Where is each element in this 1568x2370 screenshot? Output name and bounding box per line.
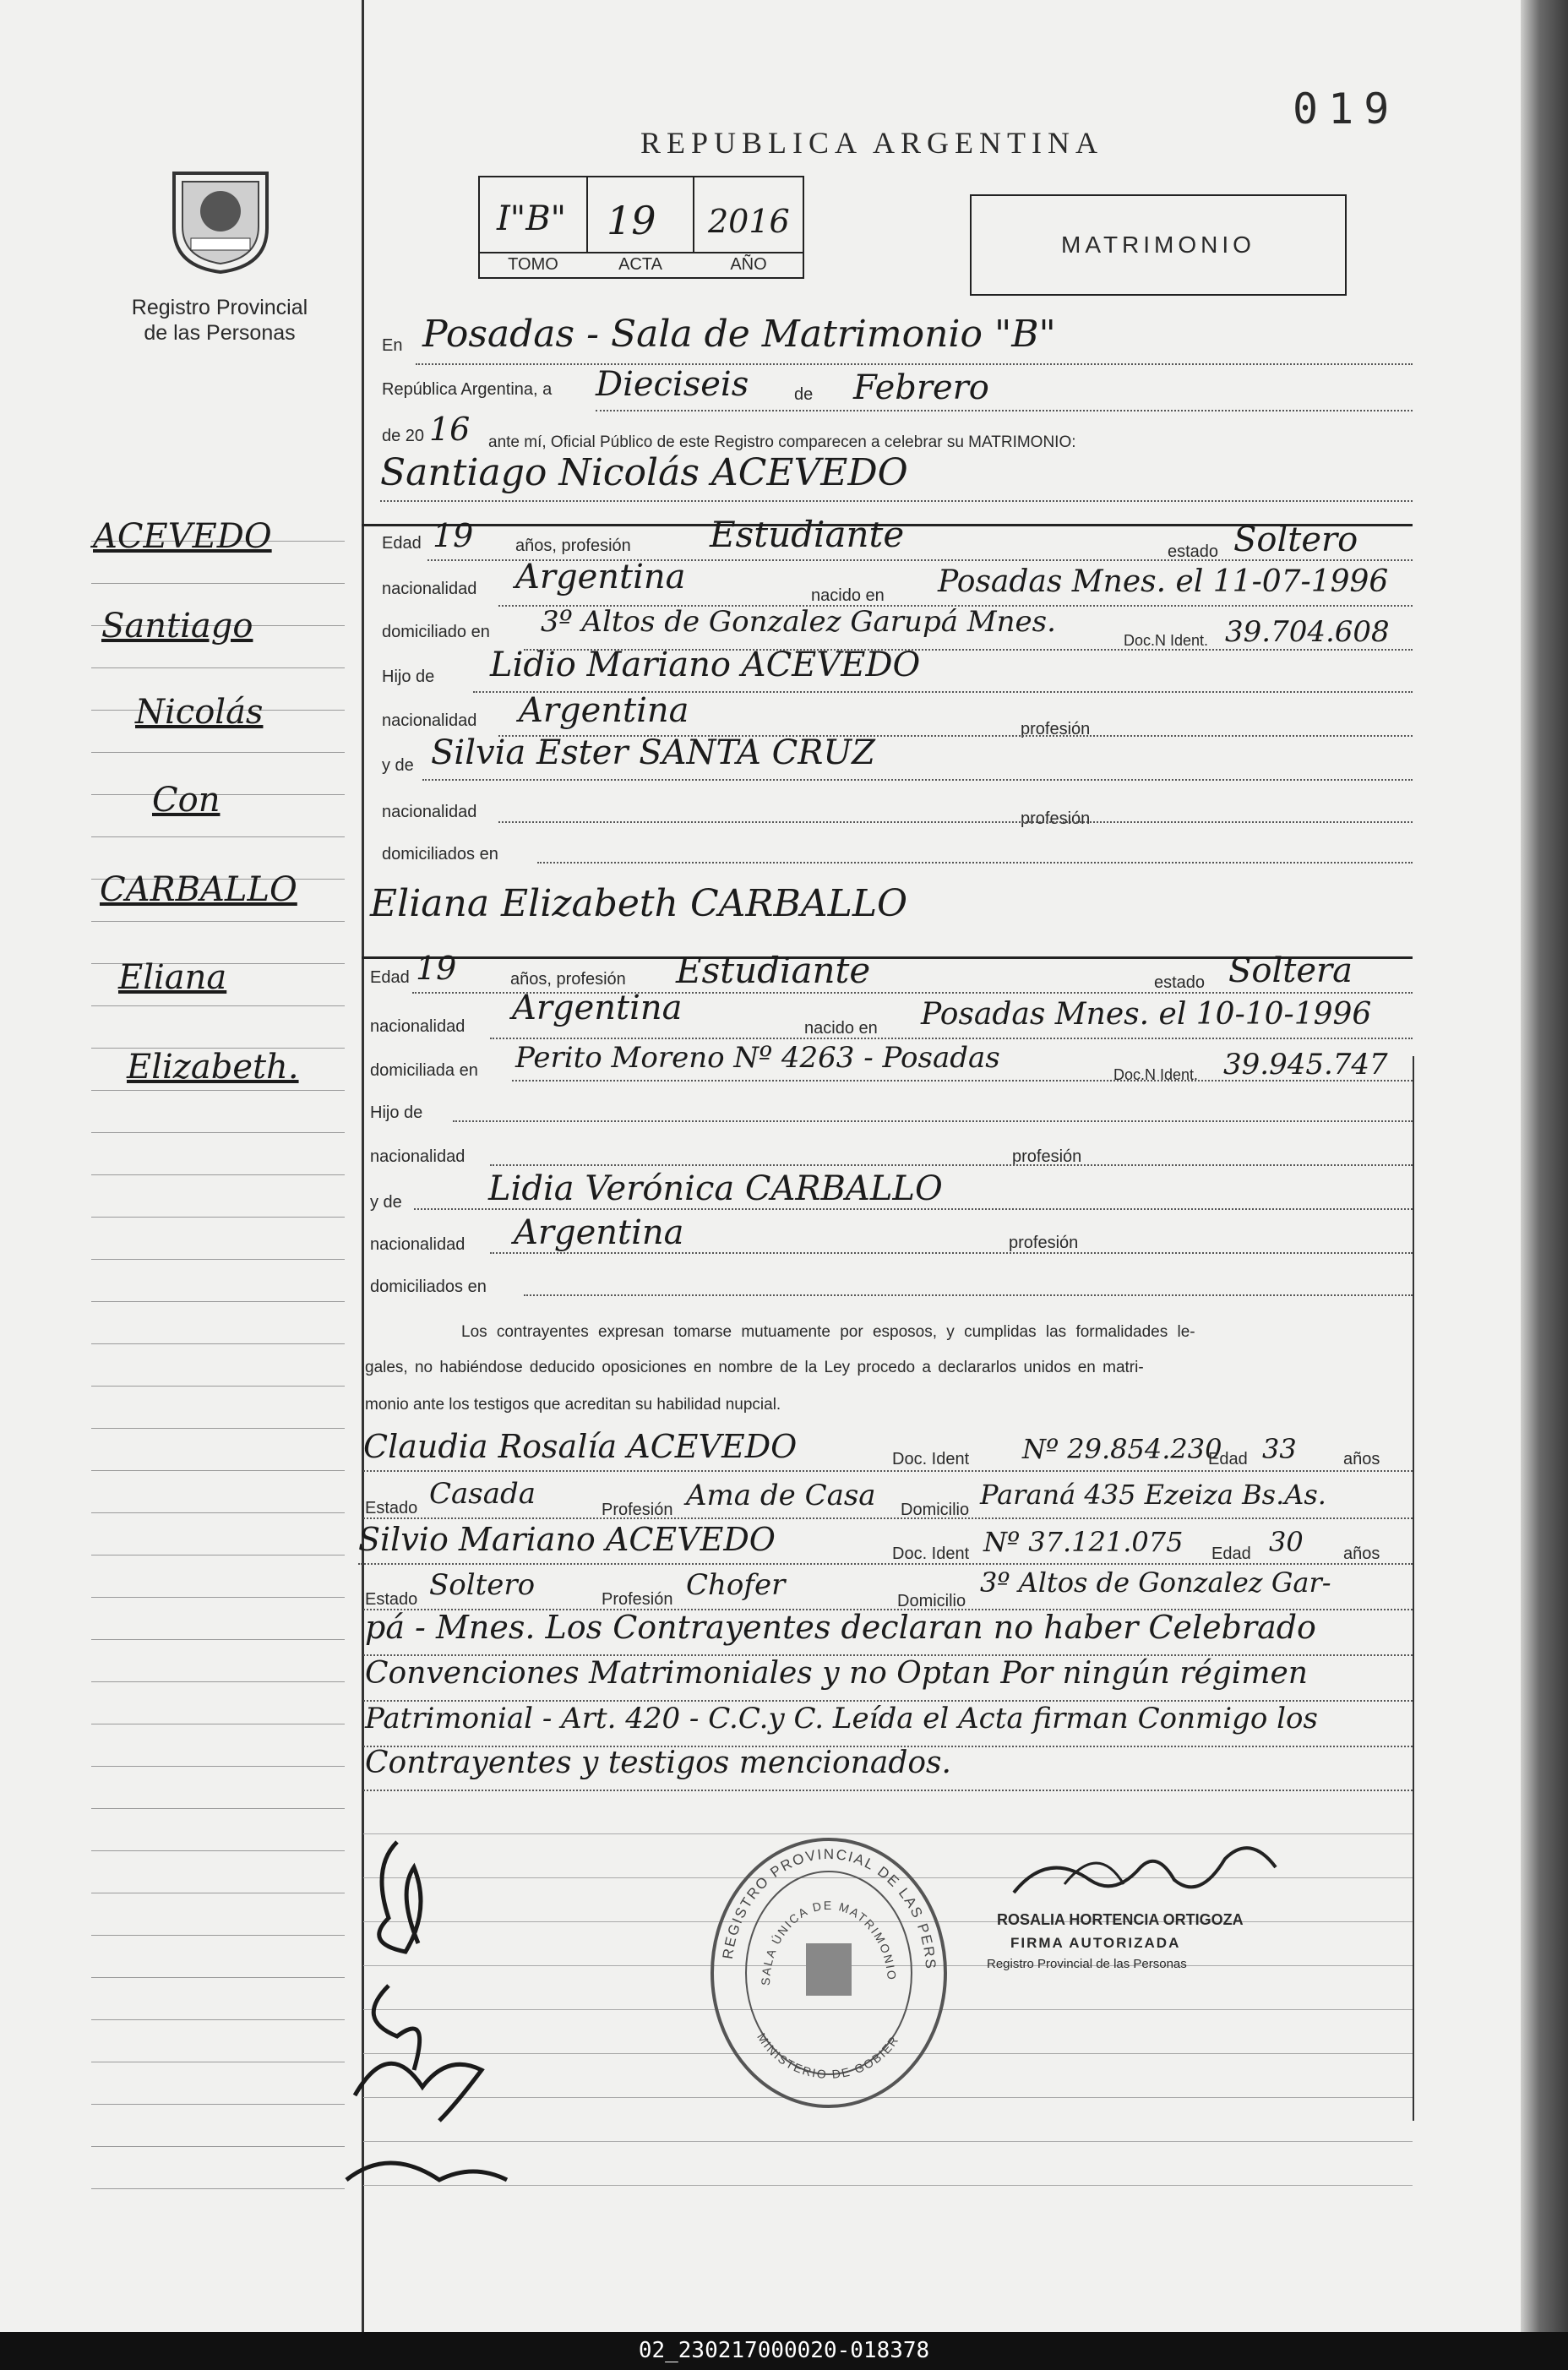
margin-rule-line	[91, 1850, 345, 1851]
margin-rule-line	[91, 1428, 345, 1429]
official-registry: Registro Provincial de las Personas	[987, 1957, 1187, 1971]
groom-nacionalidad: Argentina	[515, 558, 686, 597]
official-seal	[706, 1833, 951, 2112]
notes-rule4	[363, 1790, 1413, 1791]
groom-profesion: Estudiante	[710, 514, 905, 555]
margin-rule-line	[91, 1935, 345, 1936]
bride-father-line	[453, 1120, 1413, 1122]
margin-rule-line	[91, 1977, 345, 1978]
witness1-doc-label: Doc. Ident	[892, 1450, 970, 1468]
margin-note: CARBALLO	[100, 870, 297, 909]
margin-rule-line	[91, 1386, 345, 1387]
margin-rule-line	[91, 1090, 345, 1091]
groom-anios-label: años, profesión	[515, 537, 631, 555]
margin-note: Elizabeth.	[127, 1048, 299, 1087]
seal-outer-text: REGISTRO PROVINCIAL DE LAS PERS	[719, 1845, 939, 1971]
notes-line3: Patrimonial - Art. 420 - C.C.y C. Leída el Acta firman Conmigo los	[365, 1702, 1318, 1735]
scan-footer-id: 02_230217000020-018378	[0, 2332, 1568, 2370]
bride-nacionalidad: Argentina	[512, 989, 683, 1027]
margin-rule-line	[91, 1639, 345, 1640]
witness1-edad: 33	[1262, 1433, 1297, 1465]
witness1-line2	[363, 1517, 1413, 1519]
groom-father: Lidio Mariano ACEVEDO	[490, 646, 921, 684]
date-line	[596, 410, 1413, 411]
witness2-anios-label: años	[1343, 1545, 1380, 1563]
intro-text: ante mí, Oficial Público de este Registro comparecen a celebrar su MATRIMONIO:	[488, 433, 1076, 451]
margin-note: ACEVEDO	[93, 517, 272, 556]
place-value: Posadas - Sala de Matrimonio "B"	[422, 313, 1056, 356]
groom-nacido-label: nacido en	[811, 586, 885, 605]
margin-rule-line	[91, 1174, 345, 1175]
notes-line1: pá - Mnes. Los Contrayentes declaran no haber Celebrado	[365, 1609, 1316, 1646]
en-label: En	[382, 336, 403, 355]
official-title: FIRMA AUTORIZADA	[1010, 1935, 1181, 1951]
witness2-edad-label: Edad	[1211, 1545, 1251, 1563]
folio-number: 019	[1293, 84, 1400, 133]
witness1-profesion: Ama de Casa	[686, 1479, 876, 1512]
page-edge-shadow	[1521, 0, 1568, 2332]
groom-edad: 19	[433, 517, 474, 554]
bride-y-de-label: y de	[370, 1193, 402, 1212]
margin-rule-line	[91, 752, 345, 753]
seal-emblem-icon	[806, 1943, 852, 1996]
margin-rule-line	[91, 1132, 345, 1133]
witness2-doc: Nº 37.121.075	[983, 1526, 1184, 1558]
witness1-dom-label: Domicilio	[901, 1501, 970, 1519]
bride-anios-label: años, profesión	[510, 970, 626, 989]
bride-edad-label: Edad	[370, 968, 410, 987]
groom-estado: Soltero	[1233, 520, 1358, 559]
groom-mother-line	[422, 779, 1413, 781]
witness1-domicilio: Paraná 435 Ezeiza Bs.As.	[980, 1479, 1326, 1511]
registry-name-line2: de las Personas	[144, 321, 296, 345]
groom-domiciliados-label: domiciliados en	[382, 845, 498, 864]
bride-nac-label: nacionalidad	[370, 1017, 466, 1036]
groom-domiciliados-line	[537, 862, 1413, 864]
groom-y-de-label: y de	[382, 756, 414, 775]
year-prefix: de 20	[382, 427, 425, 445]
groom-mother: Silvia Ester SANTA CRUZ	[431, 733, 875, 772]
bride-estado: Soltera	[1228, 951, 1353, 990]
groom-domicilio: 3º Altos de Gonzalez Garupá Mnes.	[541, 605, 1056, 639]
document-type-label: MATRIMONIO	[1061, 232, 1255, 258]
bride-dom-label: domiciliada en	[370, 1061, 478, 1080]
witness2-estado: Soltero	[429, 1568, 536, 1602]
groom-edad-label: Edad	[382, 534, 422, 553]
witness2-line	[358, 1563, 1413, 1565]
witness2-doc-label: Doc. Ident	[892, 1545, 970, 1563]
tomo-label: TOMO	[508, 255, 558, 274]
bride-mother-nac-label: nacionalidad	[370, 1235, 466, 1254]
year-suffix: 16	[429, 411, 471, 448]
margin-rule-line	[91, 667, 345, 668]
declaration-line3: monio ante los testigos que acreditan su habilidad nupcial.	[365, 1396, 781, 1414]
bride-father-nac-line	[490, 1164, 1413, 1166]
witness2-dom-label: Domicilio	[897, 1592, 966, 1610]
witness2-name: Silvio Mariano ACEVEDO	[358, 1521, 776, 1558]
bride-profesion: Estudiante	[676, 950, 871, 991]
party-signatures	[338, 1817, 541, 2205]
margin-rule-line	[91, 836, 345, 837]
bride-estado-label: estado	[1154, 973, 1206, 992]
groom-father-nacionalidad: Argentina	[519, 691, 689, 730]
bride-nac-line	[490, 1038, 1413, 1039]
witness1-anios-label: años	[1343, 1450, 1380, 1468]
groom-doc: 39.704.608	[1225, 615, 1390, 649]
bride-domiciliados-label: domiciliados en	[370, 1278, 487, 1296]
acta-value: 19	[607, 198, 656, 243]
margin-rule-line	[91, 1766, 345, 1767]
margin-rule-line	[91, 1470, 345, 1471]
bride-dom-line	[512, 1080, 1413, 1081]
margin-note: Nicolás	[135, 693, 264, 732]
month-value: Febrero	[853, 368, 989, 407]
bride-hijo-label: Hijo de	[370, 1103, 423, 1122]
seal-inner-text: SALA ÚNICA DE MATRIMONIO	[758, 1898, 900, 1986]
groom-mother-prof-label: profesión	[1021, 809, 1091, 828]
margin-rule-line	[91, 1005, 345, 1006]
groom-mother-nac-label: nacionalidad	[382, 803, 477, 821]
margin-rule-line	[91, 1259, 345, 1260]
declaration-line1: Los contrayentes expresan tomarse mutuamente por esposos, y cumplidas las formalidades le-	[461, 1323, 1195, 1341]
margin-rule-line	[91, 1343, 345, 1344]
shield-emblem-icon	[166, 161, 275, 275]
bride-mother-line	[414, 1208, 1413, 1210]
document-type-box	[970, 194, 1347, 296]
bride-mother: Lidia Verónica CARBALLO	[488, 1169, 943, 1208]
groom-father-prof-label: profesión	[1021, 720, 1091, 738]
margin-rule-line	[91, 2146, 345, 2147]
anio-value: 2016	[708, 203, 790, 240]
groom-estado-label: estado	[1168, 542, 1219, 561]
registry-name-line1: Registro Provincial	[131, 296, 308, 319]
margin-rule-line	[91, 1301, 345, 1302]
witness1-name: Claudia Rosalía ACEVEDO	[363, 1428, 798, 1465]
reference-box	[478, 176, 804, 279]
margin-rule-line	[91, 2188, 345, 2189]
margin-rule-line	[91, 1217, 345, 1218]
margin-rule-line	[91, 1808, 345, 1809]
tomo-value: I"B"	[497, 199, 566, 238]
margin-rule-line	[91, 1597, 345, 1598]
margin-note: Con	[152, 781, 220, 820]
bride-father-prof-label: profesión	[1012, 1147, 1082, 1166]
witness1-edad-label: Edad	[1208, 1450, 1248, 1468]
declaration-line2: gales, no habiéndose deducido oposiciones en nombre de la Ley procedo a declararlos unidos en matri-	[365, 1359, 1144, 1376]
anio-label: AÑO	[730, 255, 767, 274]
witness1-prof-label: Profesión	[602, 1501, 673, 1519]
seal-bottom-text: MINISTERIO DE GOBIER	[754, 2030, 902, 2081]
groom-dom-label: domiciliado en	[382, 623, 490, 641]
bride-mother-nac-line	[490, 1252, 1413, 1254]
witness2-estado-label: Estado	[365, 1590, 418, 1609]
bride-nacido: Posadas Mnes. el 10-10-1996	[921, 997, 1372, 1032]
witness1-estado-label: Estado	[365, 1499, 418, 1517]
bride-mother-prof-label: profesión	[1009, 1234, 1079, 1252]
margin-rule-line	[91, 921, 345, 922]
province-logo	[166, 161, 275, 275]
groom-hijo-label: Hijo de	[382, 667, 435, 686]
witness1-doc: Nº 29.854.230	[1022, 1433, 1222, 1465]
notes-line2: Convenciones Matrimoniales y no Optan Por ningún régimen	[365, 1656, 1308, 1691]
bride-mother-nacionalidad: Argentina	[514, 1213, 684, 1252]
official-name: ROSALIA HORTENCIA ORTIGOZA	[997, 1911, 1244, 1928]
groom-mother-nac-line	[498, 821, 1413, 823]
margin-rule-line	[91, 2019, 345, 2020]
witness2-edad: 30	[1269, 1526, 1304, 1558]
margin-rule-line	[91, 1512, 345, 1513]
bride-doc: 39.945.747	[1223, 1048, 1388, 1081]
country-title: REPUBLICA ARGENTINA	[640, 126, 1104, 160]
groom-name-line	[380, 500, 1413, 502]
groom-full-name: Santiago Nicolás ACEVEDO	[380, 451, 908, 494]
official-signature	[997, 1833, 1284, 1910]
bride-nacido-label: nacido en	[804, 1019, 878, 1038]
margin-note: Santiago	[101, 607, 253, 646]
margin-rule-line	[91, 1681, 345, 1682]
republica-label: República Argentina, a	[382, 380, 553, 399]
margin-rule-line	[91, 2104, 345, 2105]
de-label: de	[794, 385, 814, 404]
bride-doc-label: Doc.N Ident.	[1113, 1066, 1199, 1083]
groom-nac-label: nacionalidad	[382, 580, 477, 598]
witness1-line	[363, 1470, 1413, 1472]
groom-doc-label: Doc.N Ident.	[1124, 632, 1209, 649]
acta-label: ACTA	[618, 255, 662, 274]
margin-note: Eliana	[118, 958, 227, 997]
bride-domiciliados-line	[524, 1294, 1413, 1296]
bride-father-nac-label: nacionalidad	[370, 1147, 466, 1166]
notes-line4: Contrayentes y testigos mencionados.	[365, 1746, 951, 1780]
groom-nacido: Posadas Mnes. el 11-07-1996	[938, 564, 1389, 599]
witness2-profesion: Chofer	[686, 1568, 786, 1602]
bride-full-name: Eliana Elizabeth CARBALLO	[370, 882, 908, 925]
witness1-estado: Casada	[429, 1477, 536, 1511]
day-value: Dieciseis	[596, 365, 749, 404]
margin-rule-line	[91, 583, 345, 584]
bride-edad: 19	[416, 950, 457, 987]
groom-father-nac-label: nacionalidad	[382, 711, 477, 730]
place-line	[416, 363, 1413, 365]
witness2-domicilio: 3º Altos de Gonzalez Gar-	[980, 1566, 1331, 1599]
margin-border-right	[1413, 1056, 1414, 2121]
bride-domicilio: Perito Moreno Nº 4263 - Posadas	[515, 1041, 1000, 1075]
witness2-prof-label: Profesión	[602, 1590, 673, 1609]
